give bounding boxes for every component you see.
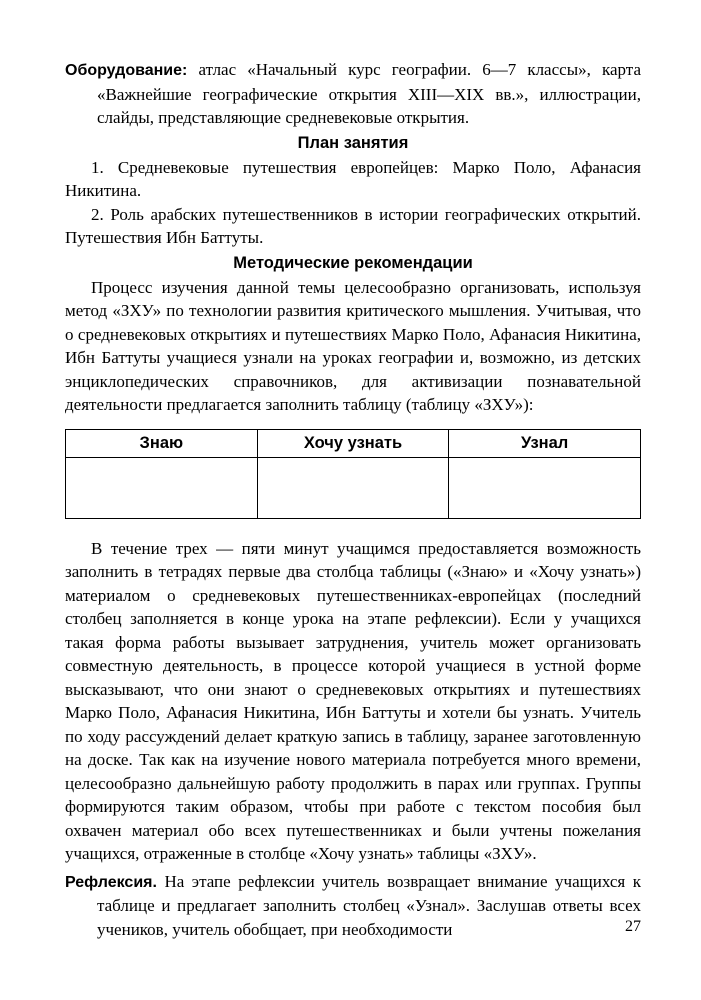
table-header-row <box>66 429 641 457</box>
table-header-want-to-know: Хочу узнать <box>257 429 449 457</box>
equipment-label: Оборудование: <box>65 62 188 79</box>
reflection-label: Рефлексия. <box>65 873 157 891</box>
table-header-learned: Узнал <box>449 429 641 457</box>
zhu-table <box>65 429 641 519</box>
reflection-text: На этапе рефлексии учитель возвращает внимание учащихся к таблице и предлагает заполнить столбец «Узнал». Заслушав ответы всех учеников, учитель обобщает, при необходимости <box>97 871 641 939</box>
equipment-text: атлас «Начальный курс географии. 6—7 классы», карта «Важнейшие географические открытия XIII—XIX вв.», иллюстрации, слайды, представляющие средневековые открытия. <box>97 60 641 127</box>
table-header-know: Знаю <box>66 429 258 457</box>
table-cell-learned <box>449 457 641 518</box>
table-cell-want-to-know <box>257 457 449 518</box>
table-cell-know <box>66 457 258 518</box>
page-number: 27 <box>625 918 641 935</box>
method-heading: Методические рекомендации <box>233 253 473 272</box>
text-block <box>65 58 641 941</box>
table-empty-row <box>66 457 641 518</box>
intro-paragraph: Процесс изучения данной темы целесообразно организовать, используя метод «ЗХУ» по технологии развития критического мышления. Учитывая, что о средневековых открытиях и путешествиях Марко Поло, Афанасия Никитина, Ибн Баттуты учащиеся узнали на уроках географии и, возможно, из детских энциклопедических справочников, для активизации познавательной деятельности предлагается заполнить таблицу (таблицу «ЗХУ»): <box>65 277 641 414</box>
plan-item-1: 1. Средневековые путешествия европейцев: Марко Поло, Афанасия Никитина. <box>65 157 641 200</box>
main-paragraph: В течение трех — пяти минут учащимся предоставляется возможность заполнить в тетрадях первые два столбца таблицы («Знаю» и «Хочу узнать») материалом о средневековых путешественниках-европейцах (последний столбец заполняется в конце урока на этапе рефлексии). Если у учащихся такая форма работы вызывает затруднения, учитель может организовать совместную деятельность, в процессе которой учащиеся в устной форме высказывают, что они знают о средневековых открытиях и путешествиях Марко Поло, Афанасия Никитина, Ибн Баттуты и хотели бы узнать. Учитель по ходу рассуждений делает краткую запись в таблицу, заранее заготовленную на доске. Так как на изучение нового материала потребуется много времени, целесообразно дальнейшую работу продолжить в парах или группах. Группы формируются таким образом, чтобы при работе с текстом пособия был охвачен материал обо всех путешественниках и были учтены пожелания учащихся, отраженные в столбце «Хочу узнать» таблицы «ЗХУ». <box>65 538 641 863</box>
equipment-paragraph <box>65 58 641 130</box>
plan-item-2: 2. Роль арабских путешественников в истории географических открытий. Путешествия Ибн Баттуты. <box>65 204 641 247</box>
plan-heading: План занятия <box>297 133 409 152</box>
